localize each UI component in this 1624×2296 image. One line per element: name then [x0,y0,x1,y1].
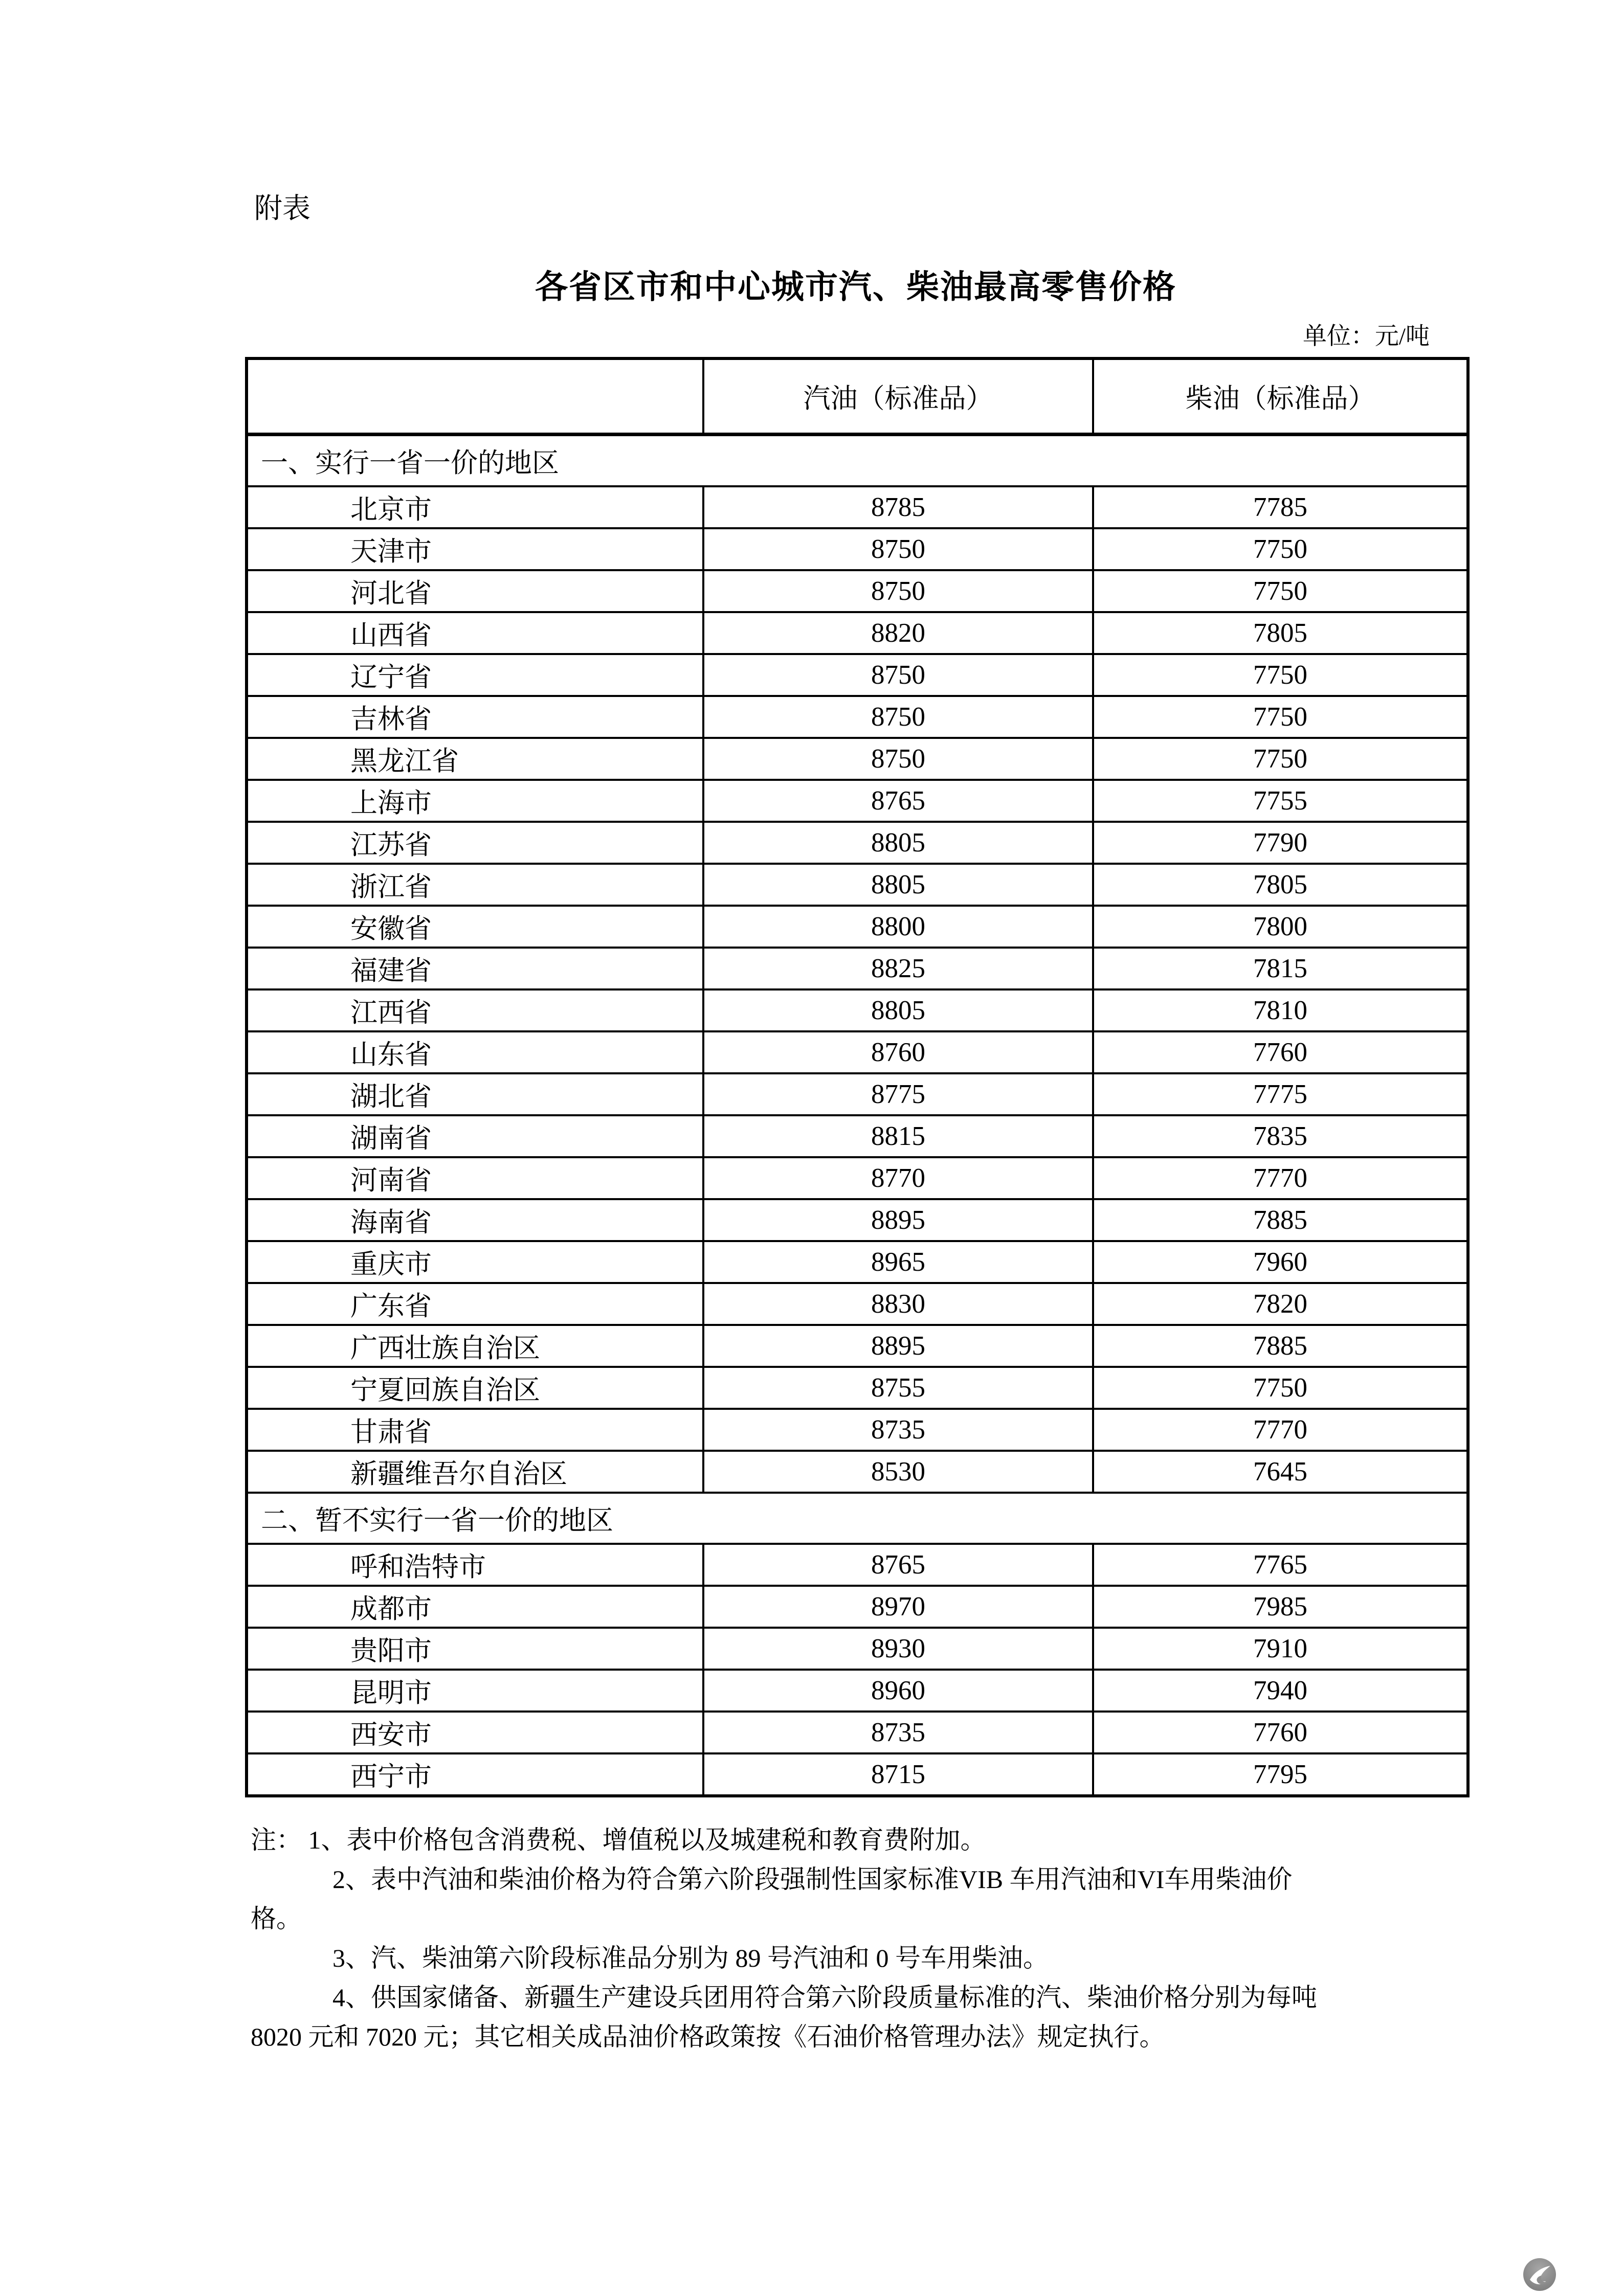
diesel-price-cell: 7755 [1093,780,1468,822]
table-row [247,780,1468,822]
table-row [247,528,1468,570]
unit-label: 单位：元/吨 [1302,323,1430,350]
gasoline-price-cell: 8805 [703,822,1093,864]
phoenix-logo-icon [1523,2258,1556,2291]
diesel-price-cell: 7910 [1093,1628,1468,1670]
gasoline-price-cell: 8800 [703,906,1093,948]
region-cell: 广东省 [247,1283,703,1325]
diesel-price-cell: 7805 [1093,864,1468,906]
region-cell: 昆明市 [247,1670,703,1712]
diesel-price-cell: 7775 [1093,1073,1468,1115]
table-row [247,948,1468,989]
region-cell: 河南省 [247,1157,703,1199]
region-cell: 安徽省 [247,906,703,948]
diesel-price-cell: 7805 [1093,612,1468,654]
table-row [247,1628,1468,1670]
column-header-gasoline: 汽油（标准品） [703,358,1093,435]
gasoline-price-cell: 8760 [703,1031,1093,1073]
table-row [247,486,1468,528]
region-cell: 河北省 [247,570,703,612]
region-cell: 吉林省 [247,696,703,738]
region-cell: 成都市 [247,1586,703,1628]
table-row [247,1199,1468,1241]
table-row [247,1115,1468,1157]
gasoline-price-cell: 8805 [703,864,1093,906]
region-cell: 呼和浩特市 [247,1544,703,1586]
table-row [247,1544,1468,1586]
region-cell: 上海市 [247,780,703,822]
diesel-price-cell: 7750 [1093,1367,1468,1409]
gasoline-price-cell: 8895 [703,1199,1093,1241]
diesel-price-cell: 7835 [1093,1115,1468,1157]
gasoline-price-cell: 8785 [703,486,1093,528]
note-line-4-continued: 8020 元和 7020 元；其它相关成品油价格政策按《石油价格管理办法》规定执行。 [251,2022,1165,2051]
table-row [247,989,1468,1031]
table-row [247,1241,1468,1283]
region-cell: 浙江省 [247,864,703,906]
table-row [247,1451,1468,1493]
region-cell: 山东省 [247,1031,703,1073]
diesel-price-cell: 7960 [1093,1241,1468,1283]
table-row [247,1712,1468,1753]
region-cell: 贵阳市 [247,1628,703,1670]
page-title: 各省区市和中心城市汽、柴油最高零售价格 [535,268,1176,306]
diesel-price-cell: 7885 [1093,1199,1468,1241]
column-header-region [247,358,703,435]
section-header: 二、暂不实行一省一价的地区 [247,1493,1468,1544]
diesel-price-cell: 7750 [1093,738,1468,780]
table-row [247,1283,1468,1325]
table-row [247,1367,1468,1409]
gasoline-price-cell: 8820 [703,612,1093,654]
gasoline-price-cell: 8775 [703,1073,1093,1115]
section-header-row [247,1493,1468,1544]
gasoline-price-cell: 8530 [703,1451,1093,1493]
diesel-price-cell: 7765 [1093,1544,1468,1586]
table-row [247,738,1468,780]
price-table [245,357,1470,1797]
gasoline-price-cell: 8750 [703,738,1093,780]
note-line-3: 3、汽、柴油第六阶段标准品分别为 89 号汽油和 0 号车用柴油。 [332,1944,1049,1972]
table-header-row [247,358,1468,435]
table-row [247,612,1468,654]
gasoline-price-cell: 8895 [703,1325,1093,1367]
region-cell: 海南省 [247,1199,703,1241]
column-header-diesel: 柴油（标准品） [1093,358,1468,435]
gasoline-price-cell: 8805 [703,989,1093,1031]
gasoline-price-cell: 8815 [703,1115,1093,1157]
gasoline-price-cell: 8750 [703,654,1093,696]
diesel-price-cell: 7785 [1093,486,1468,528]
gasoline-price-cell: 8735 [703,1409,1093,1451]
table-row [247,1753,1468,1796]
region-cell: 重庆市 [247,1241,703,1283]
region-cell: 西安市 [247,1712,703,1753]
note-line-2-continued: 格。 [251,1904,302,1933]
region-cell: 北京市 [247,486,703,528]
section-header: 一、实行一省一价的地区 [247,435,1468,487]
region-cell: 新疆维吾尔自治区 [247,1451,703,1493]
gasoline-price-cell: 8965 [703,1241,1093,1283]
diesel-price-cell: 7760 [1093,1712,1468,1753]
gasoline-price-cell: 8960 [703,1670,1093,1712]
table-row [247,822,1468,864]
table-row [247,1409,1468,1451]
diesel-price-cell: 7790 [1093,822,1468,864]
attachment-label: 附表 [254,193,311,224]
gasoline-price-cell: 8770 [703,1157,1093,1199]
table-row [247,1586,1468,1628]
diesel-price-cell: 7760 [1093,1031,1468,1073]
region-cell: 湖南省 [247,1115,703,1157]
diesel-price-cell: 7815 [1093,948,1468,989]
diesel-price-cell: 7800 [1093,906,1468,948]
table-row [247,1325,1468,1367]
gasoline-price-cell: 8750 [703,528,1093,570]
region-cell: 辽宁省 [247,654,703,696]
gasoline-price-cell: 8735 [703,1712,1093,1753]
table-row [247,864,1468,906]
region-cell: 江西省 [247,989,703,1031]
note-line-4: 4、供国家储备、新疆生产建设兵团用符合第六阶段质量标准的汽、柴油价格分别为每吨 [332,1983,1317,2012]
diesel-price-cell: 7940 [1093,1670,1468,1712]
table-row [247,1031,1468,1073]
diesel-price-cell: 7750 [1093,696,1468,738]
gasoline-price-cell: 8715 [703,1753,1093,1796]
table-row [247,1157,1468,1199]
gasoline-price-cell: 8750 [703,570,1093,612]
diesel-price-cell: 7820 [1093,1283,1468,1325]
footnotes [251,1820,1494,2057]
region-cell: 西宁市 [247,1753,703,1796]
table-row [247,1073,1468,1115]
gasoline-price-cell: 8825 [703,948,1093,989]
gasoline-price-cell: 8970 [703,1586,1093,1628]
region-cell: 天津市 [247,528,703,570]
diesel-price-cell: 7885 [1093,1325,1468,1367]
diesel-price-cell: 7810 [1093,989,1468,1031]
diesel-price-cell: 7770 [1093,1157,1468,1199]
region-cell: 湖北省 [247,1073,703,1115]
region-cell: 甘肃省 [247,1409,703,1451]
diesel-price-cell: 7750 [1093,654,1468,696]
region-cell: 宁夏回族自治区 [247,1367,703,1409]
diesel-price-cell: 7750 [1093,570,1468,612]
gasoline-price-cell: 8755 [703,1367,1093,1409]
note-line-2: 2、表中汽油和柴油价格为符合第六阶段强制性国家标准VIB 车用汽油和VI车用柴油价 [332,1865,1293,1894]
table-row [247,654,1468,696]
gasoline-price-cell: 8750 [703,696,1093,738]
table-row [247,906,1468,948]
region-cell: 黑龙江省 [247,738,703,780]
diesel-price-cell: 7795 [1093,1753,1468,1796]
gasoline-price-cell: 8930 [703,1628,1093,1670]
section-header-row [247,435,1468,487]
diesel-price-cell: 7750 [1093,528,1468,570]
table-row [247,570,1468,612]
note-line-1: 注： 1、表中价格包含消费税、增值税以及城建税和教育费附加。 [251,1826,986,1854]
region-cell: 福建省 [247,948,703,989]
diesel-price-cell: 7645 [1093,1451,1468,1493]
gasoline-price-cell: 8830 [703,1283,1093,1325]
table-row [247,1670,1468,1712]
gasoline-price-cell: 8765 [703,780,1093,822]
region-cell: 广西壮族自治区 [247,1325,703,1367]
table-row [247,696,1468,738]
gasoline-price-cell: 8765 [703,1544,1093,1586]
diesel-price-cell: 7770 [1093,1409,1468,1451]
diesel-price-cell: 7985 [1093,1586,1468,1628]
region-cell: 江苏省 [247,822,703,864]
region-cell: 山西省 [247,612,703,654]
